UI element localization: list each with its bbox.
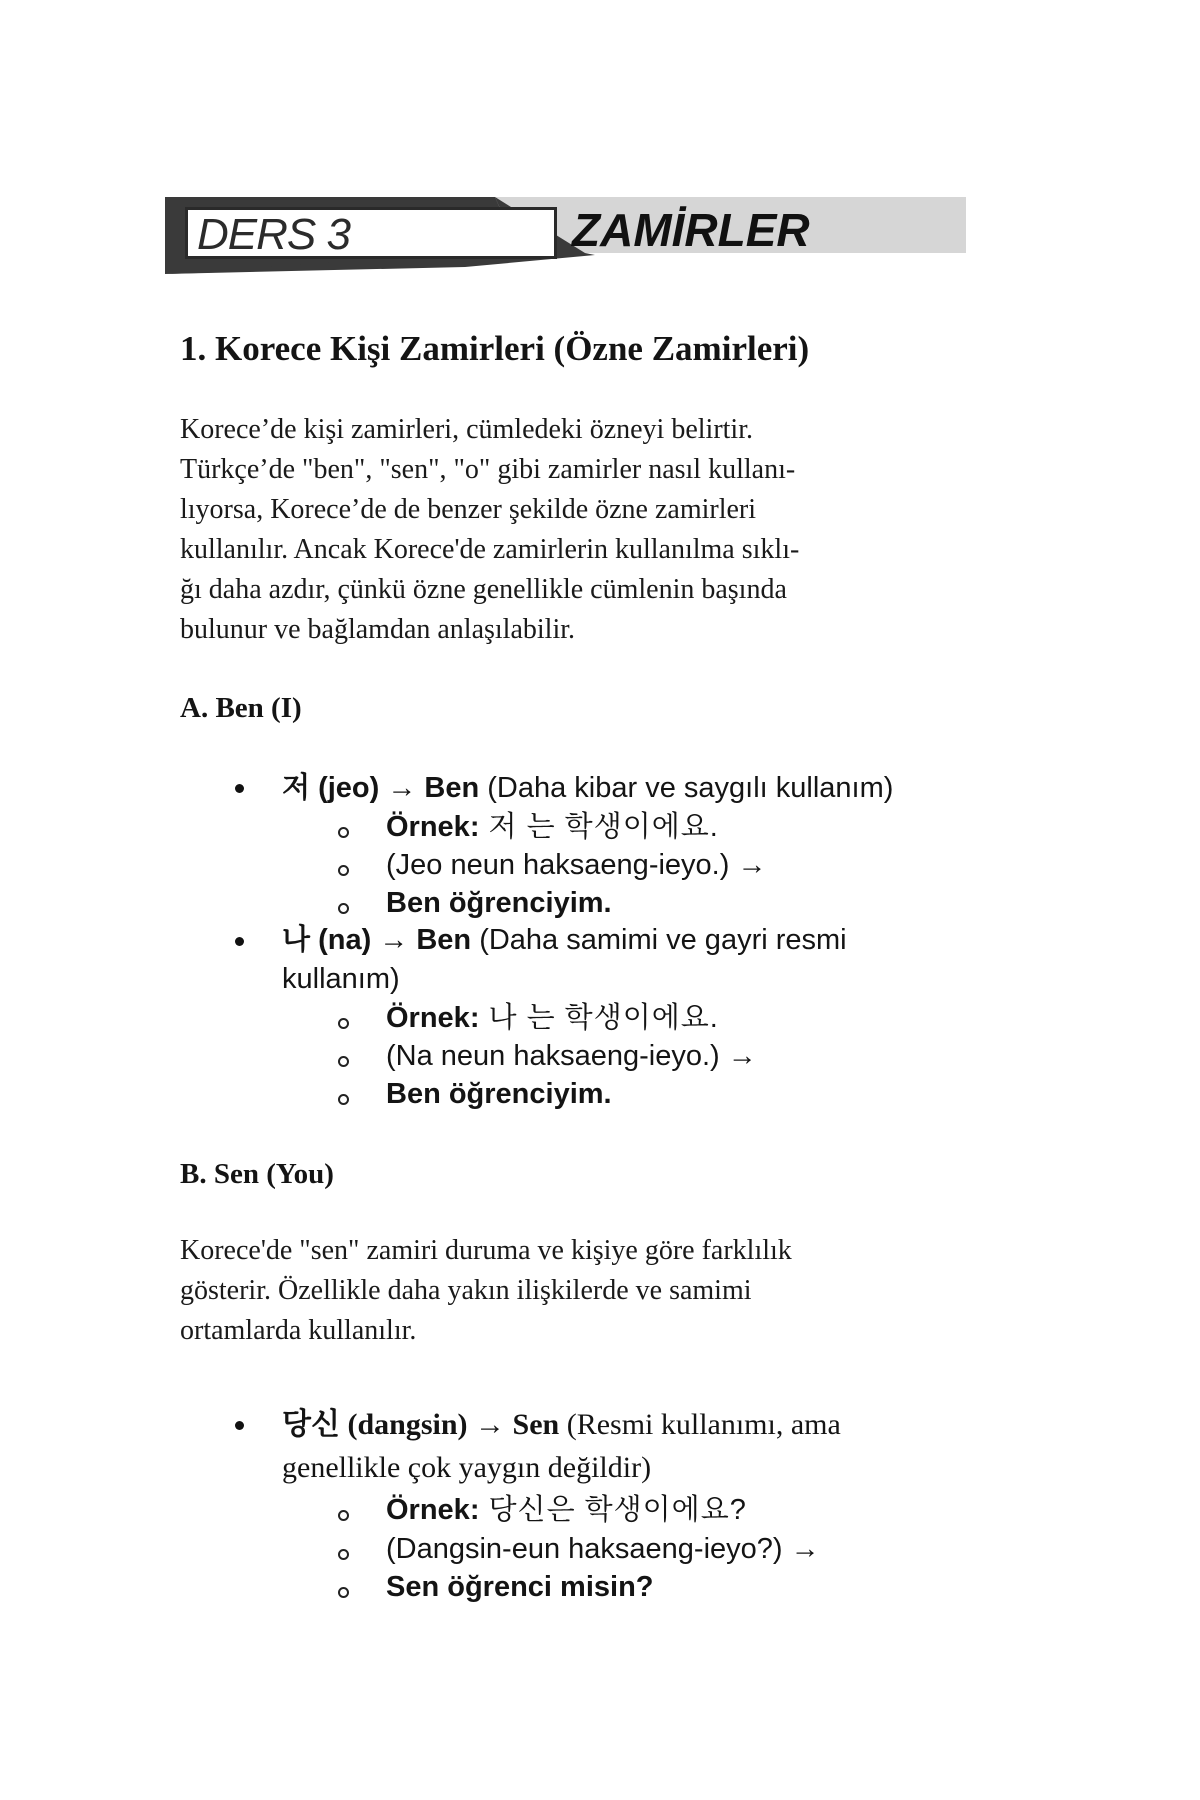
romanization-line: (Na neun haksaeng-ieyo.) → (386, 1040, 757, 1072)
intro-line: Korece’de kişi zamirleri, cümledeki özneyi belirtir. (180, 414, 753, 445)
pronoun-item (282, 921, 847, 959)
section-title: 1. Korece Kişi Zamirleri (Özne Zamirleri) (180, 329, 810, 368)
example-label: Örnek: (386, 811, 480, 843)
example-korean: 당신은 학생이에요? (479, 1494, 747, 1526)
lesson-label: DERS 3 (197, 210, 350, 259)
intro-paragraph (180, 410, 799, 650)
lesson-title: ZAMİRLER (572, 204, 810, 256)
pronoun-item (282, 769, 893, 807)
pronoun-note: (Resmi kullanımı, ama (559, 1408, 841, 1441)
circle-bullet-icon (338, 1056, 349, 1067)
translation-line: Ben öğrenciyim. (386, 1078, 612, 1110)
part-b-line: ortamlarda kullanılır. (180, 1315, 417, 1346)
bullet-icon (235, 784, 244, 793)
example-line (386, 1491, 747, 1529)
example-line (386, 808, 719, 846)
pronoun-note-continued: kullanım) (282, 963, 400, 995)
circle-bullet-icon (338, 1018, 349, 1029)
circle-bullet-icon (338, 1094, 349, 1105)
intro-line: lıyorsa, Korece’de de benzer şekilde özne zamirleri (180, 494, 757, 525)
circle-bullet-icon (338, 1549, 349, 1560)
romanization-line: (Dangsin-eun haksaeng-ieyo?) → (386, 1533, 820, 1565)
circle-bullet-icon (338, 903, 349, 914)
part-b-heading: B. Sen (You) (180, 1158, 334, 1190)
circle-bullet-icon (338, 1587, 349, 1598)
pronoun-term: 당신 (dangsin) → Sen (282, 1408, 560, 1441)
bullet-icon (235, 937, 244, 946)
pronoun-term: 저 (jeo) → Ben (282, 772, 480, 804)
example-korean: 나 는 학생이에요. (479, 1002, 719, 1034)
circle-bullet-icon (338, 865, 349, 876)
lesson-banner (165, 197, 966, 274)
translation-line: Ben öğrenciyim. (386, 887, 612, 919)
example-label: Örnek: (386, 1002, 480, 1034)
pronoun-note: (Daha samimi ve gayri resmi (471, 924, 847, 956)
bullet-icon (235, 1421, 244, 1430)
part-b-line: gösterir. Özellikle daha yakın ilişkilerde ve samimi (180, 1275, 752, 1306)
pronoun-note-continued: genellikle çok yaygın değildir) (282, 1451, 652, 1484)
intro-line: kullanılır. Ancak Korece'de zamirlerin kullanılma sıklı- (180, 534, 800, 565)
translation-line: Sen öğrenci misin? (386, 1571, 654, 1603)
romanization-line: (Jeo neun haksaeng-ieyo.) → (386, 849, 767, 881)
intro-line: bulunur ve bağlamdan anlaşılabilir. (180, 614, 576, 645)
part-b-line: Korece'de "sen" zamiri duruma ve kişiye göre farklılık (180, 1235, 792, 1266)
part-b-paragraph (180, 1231, 792, 1351)
example-korean: 저 는 학생이에요. (479, 811, 719, 843)
intro-line: ğı daha azdır, çünkü özne genellikle cümlenin başında (180, 574, 787, 605)
pronoun-note: (Daha kibar ve saygılı kullanım) (479, 772, 894, 804)
example-label: Örnek: (386, 1494, 480, 1526)
part-a-heading: A. Ben (I) (180, 692, 302, 724)
pronoun-term: 나 (na) → Ben (282, 924, 472, 956)
example-line (386, 999, 719, 1037)
pronoun-item (282, 1404, 841, 1446)
circle-bullet-icon (338, 827, 349, 838)
circle-bullet-icon (338, 1510, 349, 1521)
intro-line: Türkçe’de "ben", "sen", "o" gibi zamirler nasıl kullanı- (180, 454, 796, 485)
